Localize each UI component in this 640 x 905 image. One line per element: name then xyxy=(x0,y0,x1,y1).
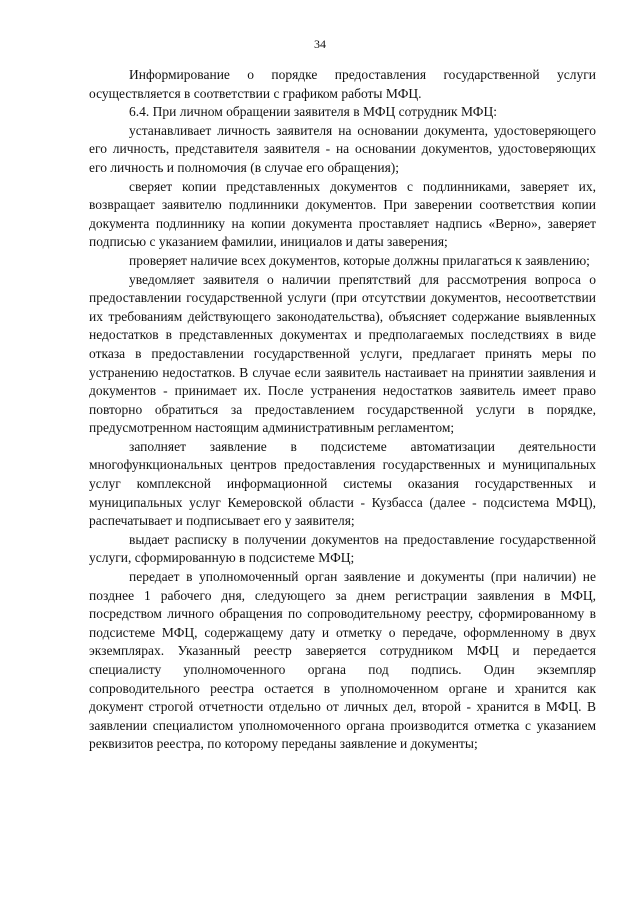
paragraph-section-6-4: 6.4. При личном обращении заявителя в МФЦ сотрудник МФЦ: xyxy=(129,104,497,120)
page-number: 34 xyxy=(314,37,326,51)
paragraph-notify: уведомляет заявителя о наличии препятствий для рассмотрения вопроса о предоставлении государственной услуги (при отсутствии документов, несоответствии их требованиям действующего законодательства), объясняет содержание выявленных недостатков в представленных документах и предполагаемых последствиях в виде отказа в предоставлении государственной услуги, предлагает принять меры по устранению недостатков. В случае если заявитель настаивает на принятии заявления и документов - принимает их. После устранения недостатков заявитель имеет право повторно обратиться за предоставлением государственной услуги в порядке, предусмотренном настоящим административным регламентом; xyxy=(89,271,596,436)
paragraph-informing: Информирование о порядке предоставления государственной услуги осуществляется в соответствии с графиком работы МФЦ. xyxy=(89,67,596,101)
paragraph-fill-application: заполняет заявление в подсистеме автоматизации деятельности многофункциональных центров предоставления государственных и муниципальных услуг комплексной информационной системы оказания государственных и муниципальных услуг Кемеровской области - Кузбасса (далее - подсистема МФЦ), распечатывает и подписывает его у заявителя; xyxy=(89,438,596,529)
paragraph-receipt: выдает расписку в получении документов на предоставление государственной услуги, сформированную в подсистеме МФЦ; xyxy=(89,531,596,566)
document-body xyxy=(89,66,596,754)
paragraph-copies: сверяет копии представленных документов с подлинниками, заверяет их, возвращает заявителю подлинники документов. При заверении соответствия копии документа подлиннику на копии документа проставляет надпись «Верно», заверяет подписью с указанием фамилии, инициалов и даты заверения; xyxy=(89,178,596,250)
paragraph-check-documents: проверяет наличие всех документов, которые должны прилагаться к заявлению; xyxy=(129,252,590,268)
paragraph-identity: устанавливает личность заявителя на основании документа, удостоверяющего его личность, представителя заявителя - на основании документов, удостоверяющих его личность и полномочия (в случае его обращения); xyxy=(89,122,596,175)
paragraph-transfer: передает в уполномоченный орган заявление и документы (при наличии) не позднее 1 рабочего дня, следующего за днем регистрации заявления в МФЦ, посредством личного обращения по сопроводительному реестру, сформированному в подсистеме МФЦ, содержащему дату и отметку о передаче, оформленному в двух экземплярах. Указанный реестр заверяется сотрудником МФЦ и передается специалисту уполномоченного органа под подпись. Один экземпляр сопроводительного реестра остается в уполномоченном органе и хранится как документ строгой отчетности отдельно от личных дел, второй - хранится в МФЦ. В заявлении специалистом уполномоченного органа производится отметка с указанием реквизитов реестра, по которому переданы заявление и документы; xyxy=(89,569,596,752)
